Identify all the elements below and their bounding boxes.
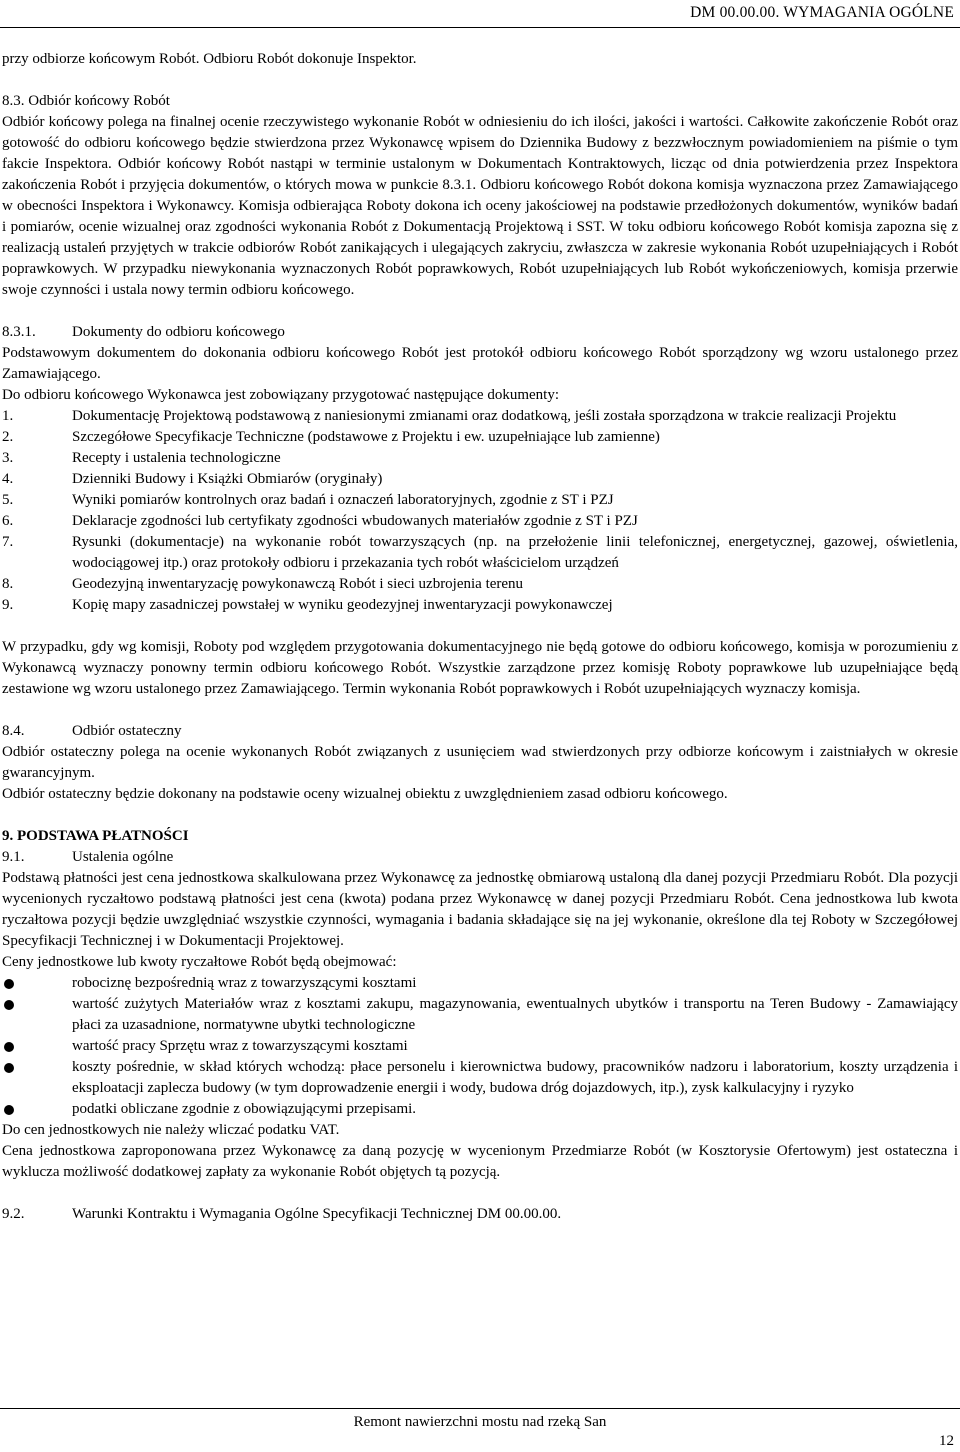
list-item-text: koszty pośrednie, w skład których wchodzą: płace personelu i kierownictwa budowy, pracowników nadzoru i laboratorium, koszty urządzenia i eksploatacji zaplecza budowy (w tym doprowadzenie energii i wody, budowa dróg dojazdowych, itp.), zysk kalkulacyjny i ryzyko: [72, 1059, 958, 1096]
list-item-text: Geodezyjną inwentaryzację powykonawczą Robót i sieci uzbrojenia terenu: [72, 576, 524, 592]
page-number: 12: [939, 1433, 954, 1449]
list-item-number: 4.: [2, 471, 14, 487]
list-item-text: Recepty i ustalenia technologiczne: [72, 450, 281, 466]
list-item: [2, 574, 958, 595]
list-item: [2, 511, 958, 532]
bullet-icon: [4, 979, 14, 989]
section-8-4-paragraph-2: Odbiór ostateczny będzie dokonany na podstawie oceny wizualnej obiektu z uwzględnieniem zasad odbioru końcowego.: [2, 786, 728, 802]
list-item-number: 3.: [2, 450, 14, 466]
list-item-text: wartość pracy Sprzętu wraz z towarzyszącymi kosztami: [72, 1038, 408, 1054]
list-item-number: 9.: [2, 597, 14, 613]
cost-components-list: [2, 973, 958, 1120]
section-8-3-1-paragraph-2: Do odbioru końcowego Wykonawca jest zobowiązany przygotować następujące dokumenty:: [2, 387, 559, 403]
bullet-icon: [4, 1063, 14, 1073]
section-9-1-paragraph-3: Do cen jednostkowych nie należy wliczać podatku VAT.: [2, 1122, 340, 1138]
section-title: Odbiór ostateczny: [72, 723, 182, 739]
section-9-heading: 9. PODSTAWA PŁATNOŚCI: [2, 828, 189, 844]
section-8-4-heading: [2, 721, 958, 742]
list-item-number: 2.: [2, 429, 14, 445]
section-number: 8.3.1.: [2, 324, 36, 340]
section-title: Ustalenia ogólne: [72, 849, 174, 865]
footer-title: Remont nawierzchni mostu nad rzeką San: [353, 1414, 607, 1430]
list-item: [2, 994, 958, 1036]
section-9-1-heading: [2, 847, 958, 868]
list-item: [2, 406, 958, 427]
list-item-text: wartość zużytych Materiałów wraz z kosztami zakupu, magazynowania, ewentualnych ubytków i transportu na Teren Budowy - Zamawiający płaci za uzasadnione, normatywne ubytki technologiczne: [72, 996, 958, 1033]
document-body: [2, 49, 958, 1225]
list-item: [2, 427, 958, 448]
list-item: [2, 1057, 958, 1099]
list-item: [2, 532, 958, 574]
list-item: [2, 595, 958, 616]
list-item: [2, 973, 958, 994]
section-title: Dokumenty do odbioru końcowego: [72, 324, 285, 340]
list-item-text: Dzienniki Budowy i Książki Obmiarów (oryginały): [72, 471, 383, 487]
list-item-text: Deklaracje zgodności lub certyfikaty zgodności wbudowanych materiałów zgodnie z ST i PZJ: [72, 513, 638, 529]
intro-paragraph: przy odbiorze końcowym Robót. Odbioru Robót dokonuje Inspektor.: [2, 51, 417, 67]
section-8-3-1-paragraph-3: W przypadku, gdy wg komisji, Roboty pod względem przygotowania dokumentacyjnego nie będą gotowe do odbioru końcowego, komisja w porozumieniu z Wykonawcą wyznaczy ponowny termin odbioru końcowego Robót. Wszystkie zarządzone przez komisję Roboty poprawkowe lub uzupełniające będą zestawione wg wzoru ustalonego przez Zamawiającego. Termin wykonania Robót poprawkowych i Robót uzupełniających wyznaczy komisja.: [2, 639, 958, 697]
list-item-number: 7.: [2, 534, 14, 550]
section-9-2-heading: [2, 1204, 958, 1225]
footer-rule: [0, 1408, 960, 1409]
section-8-4-paragraph-1: Odbiór ostateczny polega na ocenie wykonanych Robót związanych z usunięciem wad stwierdzonych przy odbiorze końcowym i zaistniałych w okresie gwarancyjnym.: [2, 744, 958, 781]
list-item: [2, 490, 958, 511]
list-item: [2, 469, 958, 490]
list-item-text: Wyniki pomiarów kontrolnych oraz badań i oznaczeń laboratoryjnych, zgodnie z ST i PZJ: [72, 492, 614, 508]
list-item: [2, 448, 958, 469]
list-item-number: 1.: [2, 408, 14, 424]
section-9-1-paragraph-2: Ceny jednostkowe lub kwoty ryczałtowe Robót będą obejmować:: [2, 954, 397, 970]
list-item: [2, 1099, 958, 1120]
section-9-1-paragraph-1: Podstawą płatności jest cena jednostkowa skalkulowana przez Wykonawcę za jednostkę obmiarową ustaloną dla danej pozycji Przedmiaru Robót. Dla pozycji wycenionych ryczałtowo podstawą płatności jest cena (kwota) podana przez Wykonawcę w danej pozycji Przedmiaru Robót. Cena jednostkowa lub kwota ryczałtowa pozycji będzie uwzględniać wszystkie czynności, wymagania i badania składające się na jej wykonanie, określone dla tej Roboty w Szczegółowej Specyfikacji Technicznej i w Dokumentacji Projektowej.: [2, 870, 958, 949]
list-item-text: Szczegółowe Specyfikacje Techniczne (podstawowe z Projektu i ew. uzupełniające lub zamienne): [72, 429, 660, 445]
list-item-text: Dokumentację Projektową podstawową z naniesionymi zmianami oraz dodatkową, jeśli została sporządzona w trakcie realizacji Projektu: [72, 408, 897, 424]
section-title: Warunki Kontraktu i Wymagania Ogólne Specyfikacji Technicznej DM 00.00.00.: [72, 1206, 562, 1222]
section-number: 9.1.: [2, 849, 25, 865]
page-header-title: DM 00.00.00. WYMAGANIA OGÓLNE: [690, 4, 954, 21]
bullet-icon: [4, 1042, 14, 1052]
list-item-text: podatki obliczane zgodnie z obowiązującymi przepisami.: [72, 1101, 417, 1117]
bullet-icon: [4, 1105, 14, 1115]
section-8-3-1-paragraph-1: Podstawowym dokumentem do dokonania odbioru końcowego Robót jest protokół odbioru końcowego Robót sporządzony wg wzoru ustalonego przez Zamawiającego.: [2, 345, 958, 382]
list-item-number: 6.: [2, 513, 14, 529]
section-number: 8.4.: [2, 723, 25, 739]
documents-list: [2, 406, 958, 616]
list-item-number: 8.: [2, 576, 14, 592]
header-rule: [0, 27, 960, 28]
section-8-3-1-heading: [2, 322, 958, 343]
list-item-text: Rysunki (dokumentacje) na wykonanie robót towarzyszących (np. na przełożenie linii telefonicznej, energetycznej, gazowej, oświetlenia, wodociągowej itp.) oraz protokoły odbioru i przekazania tych robót właścicielom urządzeń: [72, 534, 958, 571]
list-item-text: robociznę bezpośrednią wraz z towarzyszącymi kosztami: [72, 975, 417, 991]
list-item: [2, 1036, 958, 1057]
bullet-icon: [4, 1000, 14, 1010]
section-9-1-paragraph-4: Cena jednostkowa zaproponowana przez Wykonawcę za daną pozycję w wycenionym Przedmiarze Robót (w Kosztorysie Ofertowym) jest ostateczna i wyklucza możliwość dodatkowej zapłaty za wykonanie Robót objętych tą pozycją.: [2, 1143, 958, 1180]
section-8-3-heading: 8.3. Odbiór końcowy Robót: [2, 93, 170, 109]
list-item-number: 5.: [2, 492, 14, 508]
list-item-text: Kopię mapy zasadniczej powstałej w wyniku geodezyjnej inwentaryzacji powykonawczej: [72, 597, 613, 613]
section-number: 9.2.: [2, 1206, 25, 1222]
section-8-3-paragraph: Odbiór końcowy polega na finalnej ocenie rzeczywistego wykonanie Robót w odniesieniu do ich ilości, jakości i wartości. Całkowite zakończenie Robót oraz gotowość do odbioru końcowego będzie stwierdzona przez Wykonawcę wpisem do Dziennika Budowy z bezzwłocznym powiadomieniem na piśmie o tym fakcie Inspektora. Odbiór końcowy Robót nastąpi w terminie ustalonym w Dokumentach Kontraktowych, licząc od dnia potwierdzenia przez Inspektora zakończenia Robót i przyjęcia dokumentów, o których mowa w punkcie 8.3.1. Odbioru końcowego Robót dokona komisja wyznaczona przez Zamawiającego w obecności Inspektora i Wykonawcy. Komisja odbierająca Roboty dokona ich oceny jakościowej na podstawie przedłożonych dokumentów, wyników badań i pomiarów, ocenie wizualnej oraz zgodności wykonania Robót z Dokumentacją Projektową i SST. W toku odbioru końcowego Robót komisja zapozna się z realizacją ustaleń przyjętych w trakcie odbiorów Robót zanikających i ulegających zakryciu, zwłaszcza w zakresie wykonania Robót uzupełniających i Robót poprawkowych. W przypadku niewykonania wyznaczonych Robót poprawkowych, Robót uzupełniających lub Robót wykończeniowych, komisja przerwie swoje czynności i ustala nowy termin odbioru końcowego.: [2, 114, 958, 298]
